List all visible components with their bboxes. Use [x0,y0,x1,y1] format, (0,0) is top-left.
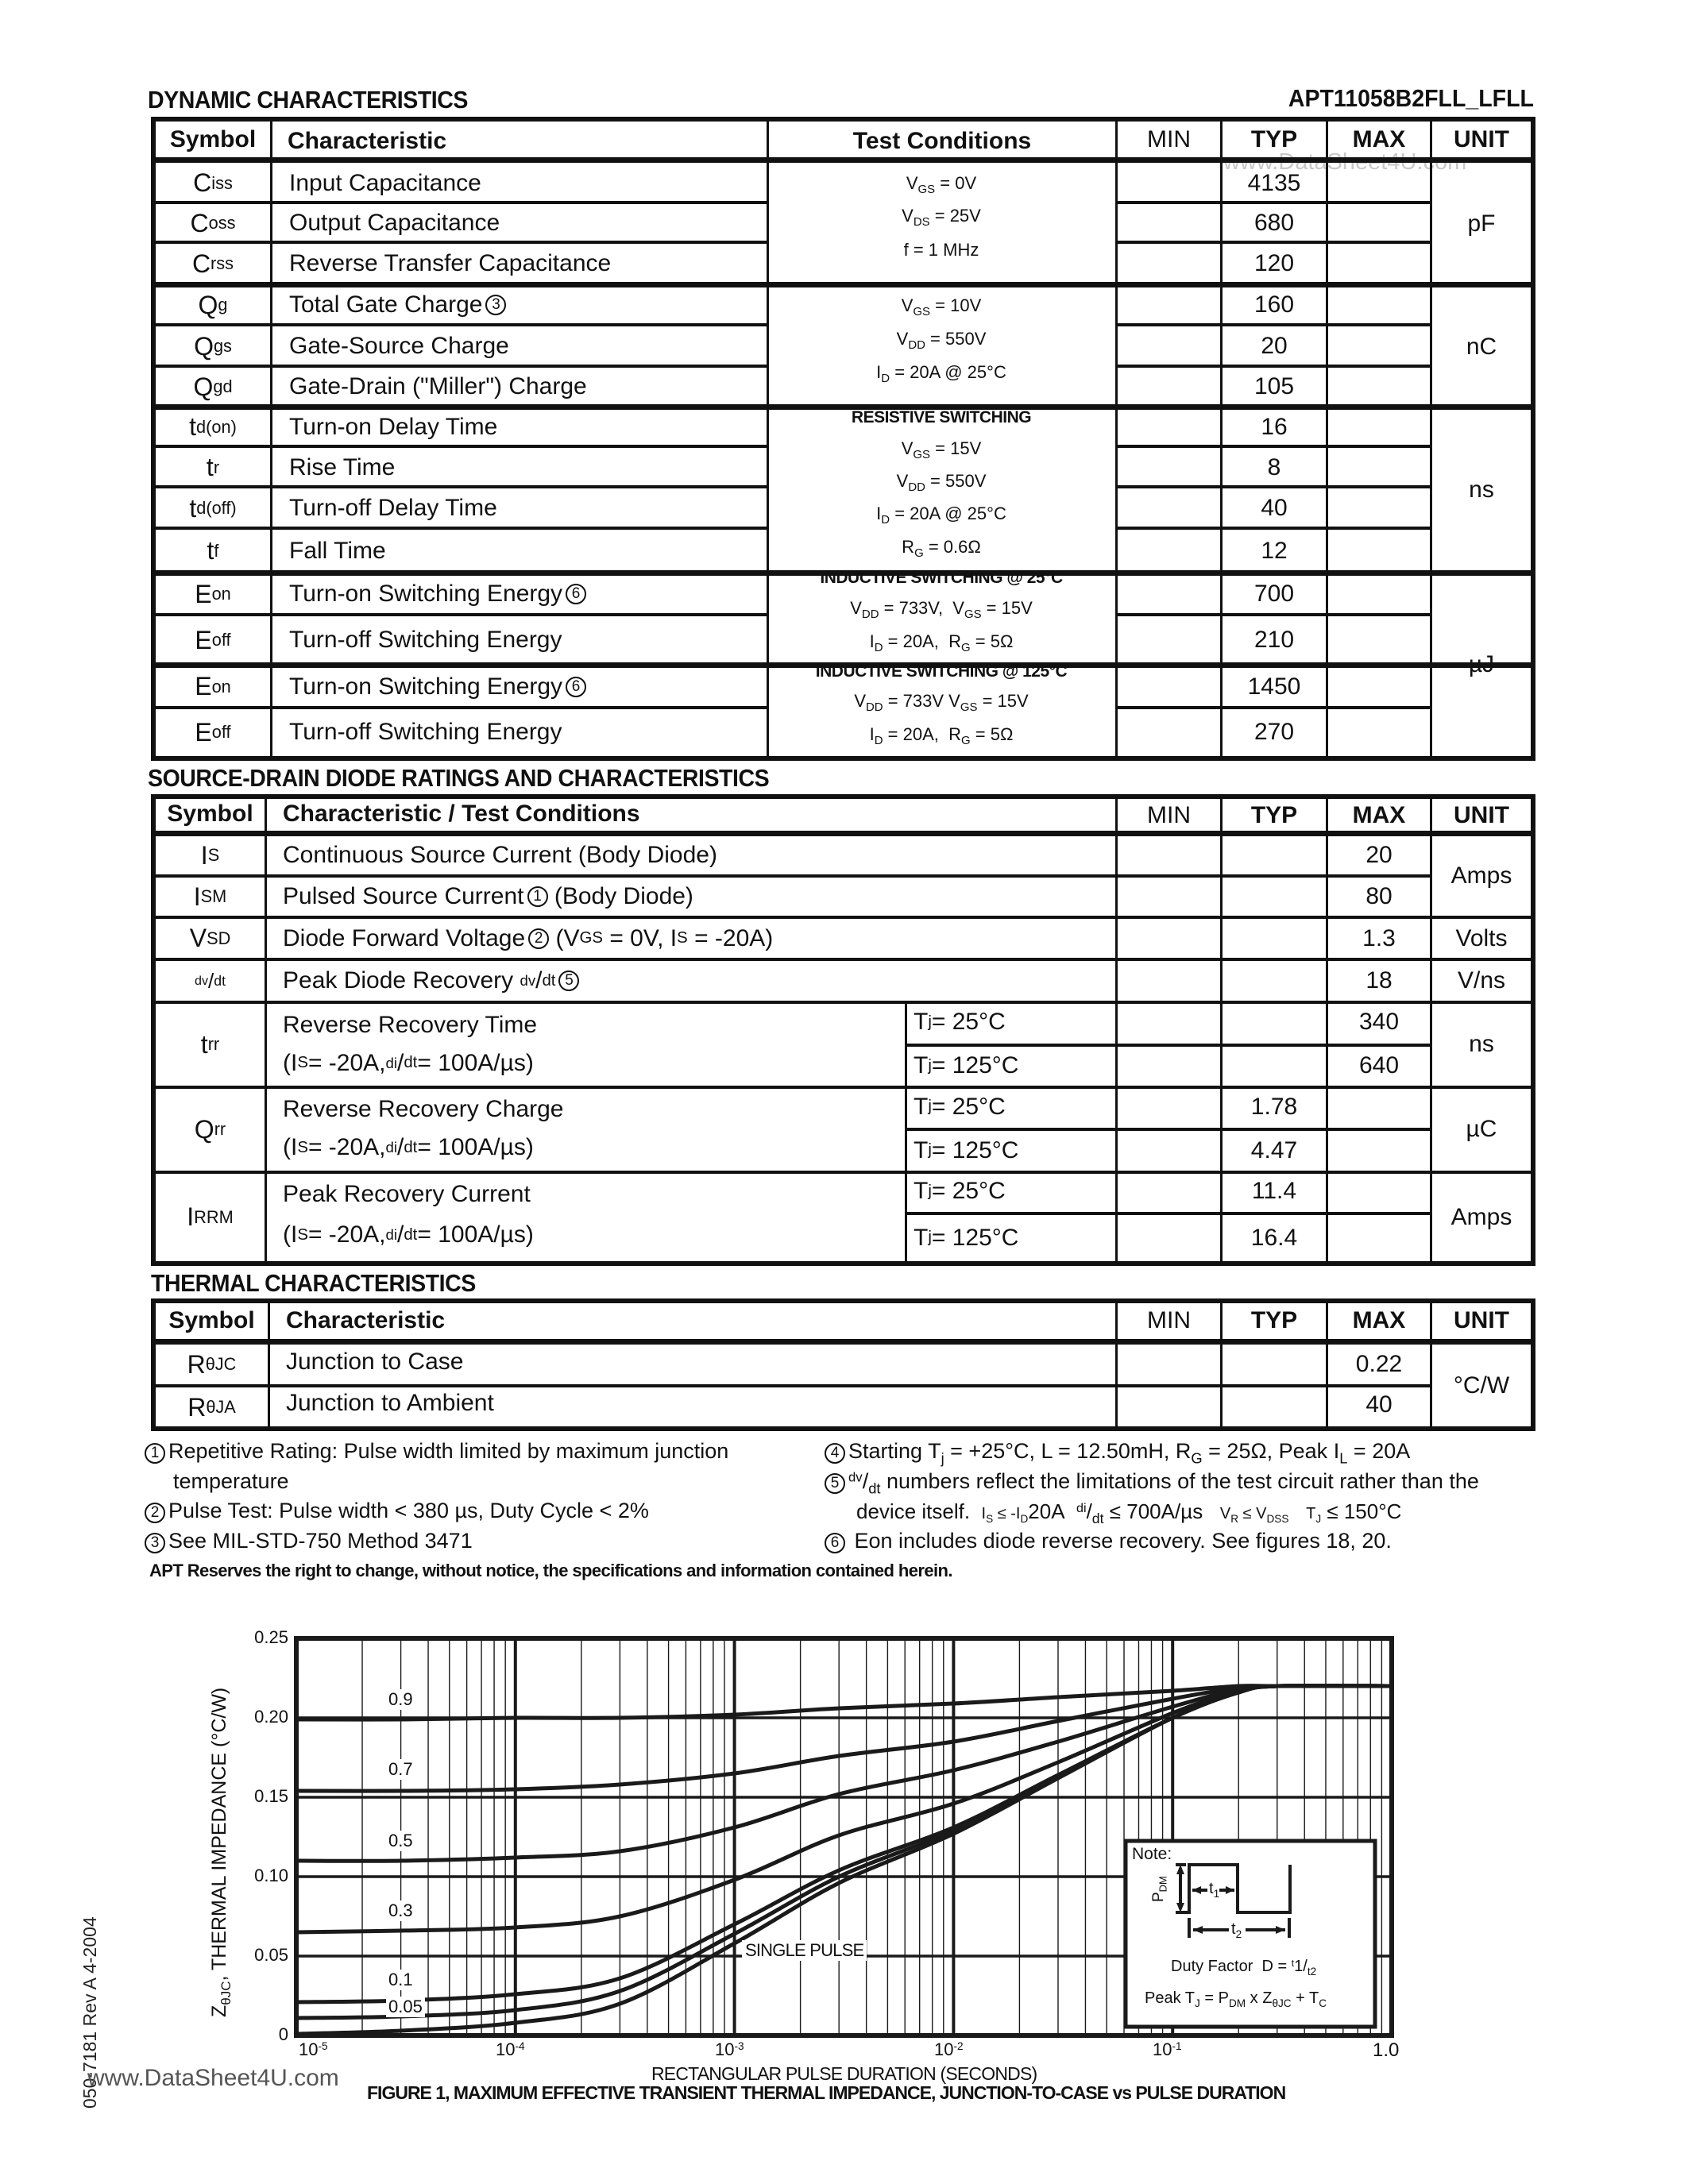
symbol-rthjc: R θJC [187,1349,237,1379]
cond-inductive-25c: INDUCTIVE SWITCHING @ 25°C [820,569,1063,587]
x-tick-1e-2: $10^{-2}$ [934,2039,964,2059]
typ-value: 4.47 [1250,1136,1298,1163]
characteristic-name: Turn-off Delay Time [289,495,497,521]
col-header-characteristic: Characteristic [286,1307,446,1333]
col-header-max: MAX [1352,125,1406,152]
footnote-2: 2 Pulse Test: Pulse width < 380 µs, Duty Cycle < 2% [145,1499,649,1523]
typ-value: 1450 [1247,673,1301,700]
footnote-5-cont: device itself. $I_S \le -I_D20A$ $^{di}/_{dt} \le 700A/\mu s$ $V_R \le V_{DSS}$ $T_J \le 150^\circ C$ [856,1499,1402,1527]
max-dvdt: 18 [1365,967,1393,994]
typ-value: 40 [1261,495,1288,521]
curve-0.7 [296,1686,1392,1791]
typ-value: 12 [1261,537,1288,564]
max-rthja: 40 [1365,1391,1393,1418]
col-header-typ: TYP [1250,802,1298,828]
col-header-characteristic: Characteristic / Test Conditions [283,801,640,827]
x-tick-1: 1.0 [1373,2039,1400,2061]
characteristic-name: Total Gate Charge 3 [289,286,763,324]
footnote-1: 1 Repetitive Rating: Pulse width limited by maximum junction [145,1439,728,1464]
symbol-ism: I SM [193,882,227,911]
temperature-condition: T j = 125°C [914,1052,1019,1078]
temperature-condition: T j = 125°C [914,1136,1019,1163]
curve-label-0.5: 0.5 [386,1831,415,1851]
x-tick-1e-3: $10^{-3}$ [715,2039,744,2059]
cond-vdd-550v-2: $V_{DD} = 550V$ [896,471,987,495]
max-rthjc: 0.22 [1355,1351,1403,1377]
x-tick-1e-4: $10^{-4}$ [496,2039,525,2059]
cond-rg-06: $R_G = 0.6\Omega$ [902,537,981,561]
char-ism: Pulsed Source Current 1 (Body Diode) [283,883,693,909]
char-rthja: Junction to Ambient [286,1390,494,1416]
y-axis-label: $Z_{\theta JC}$, THERMAL IMPEDANCE (°C/W) [208,1687,234,2017]
figure-caption: FIGURE 1, MAXIMUM EFFECTIVE TRANSIENT THERMAL IMPEDANCE, JUNCTION-TO-CASE vs PULSE DURATION [367,2082,1286,2103]
symbol-eon: E on [195,672,231,700]
symbol-qrr: Q rr [194,1114,226,1144]
curve-label-0.9: 0.9 [386,1689,415,1710]
unit-uj: µJ [1468,650,1495,677]
col-header-max: MAX [1352,802,1406,828]
characteristic-name: Turn-on Switching Energy 6 [289,574,763,614]
cond-vdd-733v: $V_{DD} = 733V$, $V_{GS} = 15V$ [850,598,1033,622]
note-1-icon: 1 [527,886,548,907]
typ-value: 16 [1261,413,1288,440]
characteristic-name: Reverse Recovery Time [283,1011,538,1038]
typ-value: 8 [1267,453,1281,480]
footnote-3: 3 See MIL-STD-750 Method 3471 [145,1529,473,1553]
col-header-typ: TYP [1250,125,1298,152]
cond-id-rg: $I_D = 20A$, $R_G = 5\Omega$ [869,631,1014,655]
char-dvdt: Peak Diode Recovery dv / dt 5 [283,961,902,1001]
footnote-4: 4 Starting $T_j = +25^\circ C$, L = 12.50mH, $R_G = 25\Omega$, Peak $I_L = 20A$ [825,1439,1410,1467]
cond-vgs-10v: $V_{GS} = 10V$ [901,295,982,319]
symbol-coss: C oss [190,208,236,237]
unit-ns: ns [1469,1031,1494,1057]
symbol-dvdt: dv / dt [195,968,226,993]
x-axis-label: RECTANGULAR PULSE DURATION (SECONDS) [651,2063,1037,2084]
char-vsd: Diode Forward Voltage 2 (V GS = 0V, I S = -20A) [283,924,774,951]
note-4-icon: 4 [825,1443,845,1464]
inset-pdm-label: $P_{DM}$ [1150,1876,1169,1902]
characteristic-name: Turn-on Delay Time [289,413,498,440]
note-3-icon: 3 [145,1533,165,1553]
unit-pf: pF [1467,210,1496,237]
note-2-icon: 2 [145,1503,165,1523]
curve-label-0.1: 0.1 [386,1970,415,1990]
typ-value: 210 [1253,627,1295,653]
temperature-condition: T j = 25°C [914,1093,1006,1120]
symbol-qgd: Q gd [193,372,233,401]
typ-value: 4135 [1247,169,1301,196]
max-is: 20 [1365,842,1393,868]
typ-value: 120 [1253,250,1295,276]
cond-id-20a: $I_D = 20A$ @ 25°C [876,362,1006,386]
x-tick-1e-1: $10^{-1}$ [1153,2039,1182,2059]
note-6-icon: 6 [825,1533,845,1553]
col-header-unit: UNIT [1454,1307,1509,1333]
characteristic-name: Gate-Drain ("Miller") Charge [289,373,587,399]
characteristic-name: Turn-on Switching Energy 6 [289,666,763,707]
part-number: APT11058B2FLL_LFLL [1288,84,1534,112]
max-value: 640 [1358,1052,1400,1078]
symbol-tdoff: t d(off) [189,493,237,523]
test-condition: (I S = -20A, di / dt = 100A/µs) [283,1221,534,1248]
inset-note-title: Note: [1132,1845,1172,1863]
symbol-crss: C rss [191,249,234,278]
unit-amps: Amps [1450,862,1512,889]
col-header-characteristic: Characteristic [288,127,447,154]
cond-vgs-15v: $V_{GS} = 15V$ [901,438,982,462]
cond-vdd-733v-2: $V_{DD} = 733V$ $V_{GS} = 15V$ [854,691,1029,715]
unit-vns: V/ns [1457,967,1506,994]
test-condition: (I S = -20A, di / dt = 100A/µs) [283,1049,534,1076]
characteristic-name: Peak Recovery Current [283,1180,531,1207]
section-title-thermal: THERMAL CHARACTERISTICS [151,1269,476,1297]
characteristic-name: Gate-Source Charge [289,333,509,359]
inset-peak-tj: Peak $T_J = P_{DM}$ x $Z_{\theta JC} + T_C$ [1145,1989,1327,2009]
footnote-5: 5 $^{dv}/_{dt}$ numbers reflect the limitations of the test circuit rather than the [825,1469,1479,1497]
typ-value: 160 [1253,291,1295,318]
col-header-unit: UNIT [1454,802,1509,828]
note-5-icon: 5 [825,1473,845,1494]
max-vsd: 1.3 [1362,924,1396,951]
typ-value: 20 [1261,333,1288,359]
col-header-min: MIN [1147,125,1191,152]
footnote-1-cont: temperature [173,1469,289,1493]
typ-value: 105 [1253,373,1295,399]
col-header-min: MIN [1147,1307,1191,1333]
characteristic-name: Input Capacitance [289,169,481,196]
disclaimer: APT Reserves the right to change, without notice, the specifications and information contained herein. [149,1561,952,1580]
symbol-irrm: I RRM [187,1202,234,1231]
section-title-diode: SOURCE-DRAIN DIODE RATINGS AND CHARACTERISTICS [148,764,770,792]
unit-µc: µC [1466,1116,1497,1142]
cond-id-20a-2: $I_D = 20A$ @ 25°C [876,504,1006,527]
curve-label-single-pulse: SINGLE PULSE [742,1940,867,1961]
temperature-condition: T j = 25°C [914,1009,1006,1035]
curve-label-0.7: 0.7 [386,1759,415,1780]
char-rthjc: Junction to Case [286,1349,464,1375]
col-header-min: MIN [1147,802,1191,828]
characteristic-name: Turn-off Switching Energy [289,719,562,745]
y-tick-0: 0 [278,2024,288,2044]
note-3-icon: 3 [485,295,506,315]
col-header-typ: TYP [1250,1307,1298,1333]
symbol-tf: t f [207,536,219,565]
col-header-symbol: Symbol [168,1307,255,1333]
y-tick-0.20: 0.20 [254,1707,288,1727]
symbol-eoff: E off [195,717,231,747]
characteristic-name: Reverse Recovery Charge [283,1096,564,1122]
symbol-rthja: R θJA [187,1392,236,1422]
characteristic-name: Turn-off Switching Energy [289,627,562,653]
symbol-trr: t rr [200,1029,220,1059]
typ-value: 16.4 [1250,1224,1298,1251]
unit-nc: nC [1466,334,1497,360]
footnote-6: 6 Eon includes diode reverse recovery. See figures 18, 20. [825,1529,1392,1553]
symbol-tdon: t d(on) [189,412,237,441]
note-6-icon: 6 [566,584,586,604]
col-header-symbol: Symbol [167,801,253,827]
symbol-vsd: V SD [189,924,231,952]
symbol-eoff: E off [195,625,231,654]
cond-inductive-125c: INDUCTIVE SWITCHING @ 125°C [815,662,1068,681]
y-tick-0.10: 0.10 [254,1866,288,1885]
inset-t1-label: $t_1$ [1209,1880,1220,1900]
curve-label-0.05: 0.05 [386,1997,425,2017]
unit-cw: °C/W [1453,1372,1510,1399]
typ-value: 11.4 [1251,1178,1297,1204]
characteristic-name: Rise Time [289,453,396,480]
cond-vdd-550v: $V_{DD} = 550V$ [896,329,987,353]
typ-value: 700 [1253,581,1295,607]
col-header-max: MAX [1352,1307,1406,1333]
symbol-qgs: Q gs [194,331,232,361]
cond-vgs-0v: $V_{GS} = 0V$ [906,173,977,197]
unit-volts: Volts [1455,924,1508,951]
cond-resistive-switching: RESISTIVE SWITCHING [851,408,1032,426]
inset-t2-label: $t_2$ [1231,1920,1242,1940]
col-header-test-conditions: Test Conditions [852,127,1032,154]
watermark-footer: www.DataSheet4U.com [87,2065,339,2091]
symbol-is: I S [200,840,220,870]
x-tick-1e-5: $10^{-5}$ [299,2039,328,2059]
symbol-tr: t r [206,453,220,481]
max-ism: 80 [1365,883,1393,909]
unit-amps: Amps [1450,1203,1512,1230]
characteristic-name: Reverse Transfer Capacitance [289,250,612,276]
y-tick-0.05: 0.05 [254,1945,288,1965]
col-header-symbol: Symbol [169,125,257,152]
section-title-dynamic: DYNAMIC CHARACTERISTICS [148,86,468,114]
curve-label-0.3: 0.3 [386,1900,415,1921]
note-2-icon: 2 [528,928,549,949]
cond-id-rg-2: $I_D = 20A$, $R_G = 5\Omega$ [869,724,1014,748]
note-6-icon: 6 [566,677,586,697]
col-header-unit: UNIT [1454,125,1509,152]
cond-f-1mhz: f = 1 MHz [903,240,979,260]
characteristic-name: Output Capacitance [289,210,500,236]
doc-revision: 050-7181 Rev A 4-2004 [79,1916,100,2109]
typ-value: 1.78 [1250,1093,1298,1120]
symbol-eon: E on [195,579,231,608]
note-5-icon: 5 [558,970,579,991]
temperature-condition: T j = 125°C [914,1224,1019,1251]
max-value: 340 [1358,1009,1400,1035]
typ-value: 680 [1253,210,1295,236]
symbol-ciss: C iss [193,168,233,197]
unit-ns: ns [1469,476,1494,503]
inset-duty-factor: Duty Factor $D = ^t1/_{t2}$ [1171,1958,1317,1978]
y-tick-0.15: 0.15 [254,1786,288,1806]
y-tick-0.25: 0.25 [254,1627,288,1647]
typ-value: 270 [1253,719,1295,745]
cond-vds-25v: $V_{DS} = 25V$ [902,206,981,230]
note-1-icon: 1 [145,1443,165,1464]
test-condition: (I S = -20A, di / dt = 100A/µs) [283,1134,534,1160]
symbol-qg: Q g [198,290,228,319]
temperature-condition: T j = 25°C [914,1178,1006,1204]
char-is: Continuous Source Current (Body Diode) [283,842,717,868]
characteristic-name: Fall Time [289,537,386,564]
